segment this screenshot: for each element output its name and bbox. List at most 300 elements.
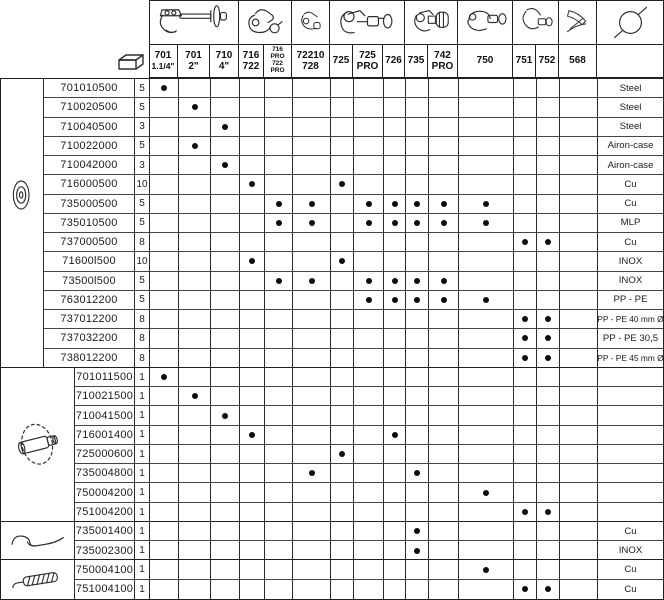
article-number-cell <box>75 464 135 482</box>
pack-qty-cell <box>135 291 150 309</box>
compat-cell <box>384 137 406 155</box>
compat-cell <box>331 310 354 328</box>
compat-cell <box>537 349 560 368</box>
compat-cell <box>459 272 514 290</box>
four-wheel-pipe-cutter-image <box>149 1 239 45</box>
compat-cell <box>179 426 211 444</box>
compat-cell <box>211 310 240 328</box>
compat-cell <box>179 310 211 328</box>
compat-cell <box>150 195 179 213</box>
tool-column-label: 716 <box>242 49 260 61</box>
article-number-cell <box>44 156 135 174</box>
compat-cell <box>293 503 331 522</box>
compat-cell <box>384 560 406 578</box>
compat-cell <box>354 252 384 270</box>
table-row <box>75 483 663 502</box>
compat-cell <box>537 464 560 482</box>
compact-pipe-cutter-icon <box>297 4 325 41</box>
article-number: 750004200 <box>75 486 134 499</box>
compat-cell <box>240 195 265 213</box>
compat-cell <box>293 156 331 174</box>
compat-dot <box>222 124 228 130</box>
pack-qty-cell <box>135 368 150 386</box>
table-row <box>75 426 663 445</box>
compat-cell <box>560 349 598 368</box>
compat-dot <box>545 316 551 322</box>
compat-dot <box>339 258 345 264</box>
tube-cutter-knob-icon <box>335 4 400 41</box>
compat-cell <box>459 406 514 424</box>
compat-cell <box>211 291 240 309</box>
tool-column-header <box>292 45 330 77</box>
article-number-cell <box>44 291 135 309</box>
material-label: Steel <box>619 101 642 113</box>
cutting-wheel-box-icon <box>115 51 148 76</box>
compat-cell <box>429 195 459 213</box>
tool-column-header <box>330 45 353 77</box>
compat-cell <box>560 387 598 405</box>
compact-pipe-cutter-image <box>292 1 330 45</box>
compat-cell <box>150 406 179 424</box>
table-row <box>75 387 663 406</box>
article-number: 738012200 <box>60 352 118 365</box>
pack-qty-cell <box>135 79 150 97</box>
pack-qty: 3 <box>139 159 145 171</box>
compat-cell <box>406 272 429 290</box>
compat-dot <box>249 258 255 264</box>
compat-cell <box>150 503 179 522</box>
compat-dot <box>366 278 372 284</box>
compat-dot <box>441 278 447 284</box>
tool-column-header <box>210 45 239 77</box>
material-cell <box>598 310 663 328</box>
tool-column-label: 72210 <box>296 49 325 61</box>
article-number: 710021500 <box>75 390 134 403</box>
compat-cell <box>384 118 406 136</box>
compat-cell <box>331 214 354 232</box>
tool-column-label: 722 <box>242 61 260 72</box>
material-label: Airon-case <box>607 140 654 152</box>
compat-cell <box>459 522 514 540</box>
compat-dot <box>366 220 372 226</box>
compat-cell <box>150 137 179 155</box>
compat-cell <box>406 483 429 501</box>
material-label: Cu <box>624 583 637 595</box>
compat-cell <box>211 214 240 232</box>
material-cell <box>598 175 663 193</box>
compat-cell <box>211 349 240 368</box>
compat-cell <box>179 445 211 463</box>
compat-cell <box>354 580 384 599</box>
article-number-cell <box>75 387 135 405</box>
article-number-cell <box>44 252 135 270</box>
compat-cell <box>265 329 293 347</box>
table-row <box>44 272 663 291</box>
mini-pipe-cutter-image <box>239 1 292 45</box>
pack-qty-cell <box>135 118 150 136</box>
compat-cell <box>354 233 384 251</box>
compat-cell <box>265 175 293 193</box>
pack-qty-cell <box>135 156 150 174</box>
compat-cell <box>560 329 598 347</box>
compat-cell <box>293 137 331 155</box>
compat-cell <box>240 522 265 540</box>
article-number: 735010500 <box>60 216 118 229</box>
compat-cell <box>537 272 560 290</box>
pack-qty: 8 <box>139 236 145 248</box>
compat-cell <box>211 503 240 522</box>
compat-cell <box>211 156 240 174</box>
table-row <box>44 310 663 329</box>
compat-cell <box>331 483 354 501</box>
compat-cell <box>560 368 598 386</box>
article-number-cell <box>75 483 135 501</box>
compat-cell <box>331 541 354 560</box>
tool-column-label: 728 <box>302 61 319 72</box>
compat-cell <box>384 214 406 232</box>
compat-cell <box>265 291 293 309</box>
compat-dot <box>192 104 198 110</box>
compat-cell <box>406 387 429 405</box>
compat-cell <box>406 580 429 599</box>
compat-dot <box>414 470 420 476</box>
table-row <box>75 464 663 483</box>
compat-cell <box>179 195 211 213</box>
compat-cell <box>429 349 459 368</box>
compat-cell <box>293 483 331 501</box>
compat-cell <box>429 137 459 155</box>
compat-cell <box>265 522 293 540</box>
material-cell <box>598 483 663 501</box>
compat-cell <box>331 329 354 347</box>
compat-dot <box>441 220 447 226</box>
compat-cell <box>459 310 514 328</box>
article-number-cell <box>44 214 135 232</box>
pack-qty-cell <box>135 580 150 599</box>
pack-qty: 1 <box>139 371 145 383</box>
compat-cell <box>406 503 429 522</box>
guide-roller-icon <box>6 418 70 470</box>
compat-cell <box>240 175 265 193</box>
compat-cell <box>265 503 293 522</box>
compat-dot <box>522 355 528 361</box>
table-row <box>44 195 663 214</box>
compat-cell <box>354 368 384 386</box>
material-cell <box>598 445 663 463</box>
compat-cell <box>150 349 179 368</box>
compat-cell <box>537 98 560 116</box>
compat-dot <box>441 297 447 303</box>
compat-cell <box>179 79 211 97</box>
compat-cell <box>265 233 293 251</box>
compat-cell <box>293 368 331 386</box>
compat-cell <box>265 445 293 463</box>
compat-cell <box>150 156 179 174</box>
material-column-header <box>597 45 663 77</box>
compat-cell <box>293 310 331 328</box>
pack-qty-cell <box>135 426 150 444</box>
compat-cell <box>293 118 331 136</box>
compat-cell <box>537 426 560 444</box>
compat-cell <box>293 252 331 270</box>
group-icon-cell <box>1 79 44 367</box>
hook-tube-cutter-icon <box>518 4 554 41</box>
article-number: 701010500 <box>60 82 118 95</box>
compat-dot <box>222 413 228 419</box>
article-number: 710040500 <box>60 120 118 133</box>
table-row <box>75 541 663 560</box>
compat-cell <box>331 79 354 97</box>
compat-cell <box>293 98 331 116</box>
compat-cell <box>265 349 293 368</box>
compat-cell <box>179 98 211 116</box>
table-body <box>0 78 664 600</box>
compat-cell <box>514 560 537 578</box>
tube-section-symbol-icon <box>602 4 659 41</box>
compat-cell <box>459 541 514 560</box>
compat-dot <box>522 316 528 322</box>
compat-cell <box>429 272 459 290</box>
compat-cell <box>150 483 179 501</box>
material-label: PP - PE 45 mm Ø <box>597 353 664 364</box>
compat-cell <box>293 349 331 368</box>
tool-column-label: PRO <box>356 61 379 72</box>
compat-dot <box>392 220 398 226</box>
material-cell <box>598 98 663 116</box>
compat-cell <box>240 137 265 155</box>
compat-cell <box>560 445 598 463</box>
compat-cell <box>560 175 598 193</box>
compat-cell <box>211 426 240 444</box>
compat-cell <box>429 175 459 193</box>
compat-cell <box>150 329 179 347</box>
tool-column-label: 710 <box>215 49 233 61</box>
tool-column-label: 4" <box>218 61 230 72</box>
compat-cell <box>459 368 514 386</box>
compat-cell <box>514 349 537 368</box>
compat-cell <box>514 118 537 136</box>
pack-qty-cell <box>135 98 150 116</box>
compat-dot <box>483 297 489 303</box>
compat-cell <box>265 387 293 405</box>
pack-qty-cell <box>135 329 150 347</box>
compat-cell <box>537 252 560 270</box>
compat-cell <box>354 329 384 347</box>
compat-cell <box>331 137 354 155</box>
compat-cell <box>459 252 514 270</box>
tool-column-header <box>353 45 383 77</box>
article-number-cell <box>44 349 135 368</box>
article-number: 710042000 <box>60 159 118 172</box>
pack-qty-cell <box>135 233 150 251</box>
compat-cell <box>459 137 514 155</box>
cutting-wheel-box-icon <box>115 51 147 75</box>
compat-cell <box>384 156 406 174</box>
compat-cell <box>293 522 331 540</box>
compat-cell <box>293 387 331 405</box>
tool-column-header <box>458 45 513 77</box>
compat-cell <box>240 214 265 232</box>
article-number: 735001400 <box>75 525 134 538</box>
compat-cell <box>265 541 293 560</box>
compat-cell <box>459 580 514 599</box>
article-number: 725000600 <box>75 448 134 461</box>
tool-column-label: 701 <box>185 49 202 61</box>
tool-column-header <box>264 45 292 77</box>
compat-cell <box>537 445 560 463</box>
compat-cell <box>560 252 598 270</box>
compat-cell <box>384 233 406 251</box>
compat-cell <box>240 252 265 270</box>
compat-cell <box>459 118 514 136</box>
compat-cell <box>179 214 211 232</box>
compat-cell <box>429 252 459 270</box>
compat-cell <box>293 272 331 290</box>
material-label: MLP <box>620 217 641 229</box>
pack-qty: 8 <box>139 352 145 364</box>
compat-cell <box>537 118 560 136</box>
compat-cell <box>406 349 429 368</box>
compat-cell <box>429 406 459 424</box>
tool-column-label: 751 <box>515 55 533 67</box>
compat-cell <box>406 252 429 270</box>
compat-cell <box>384 464 406 482</box>
compat-cell <box>240 426 265 444</box>
compat-cell <box>240 541 265 560</box>
compat-cell <box>179 406 211 424</box>
compat-cell <box>240 464 265 482</box>
pack-qty-cell <box>135 522 150 540</box>
compat-cell <box>265 214 293 232</box>
article-number-cell <box>44 310 135 328</box>
compat-cell <box>429 387 459 405</box>
compat-cell <box>331 426 354 444</box>
material-cell <box>598 233 663 251</box>
compat-cell <box>150 541 179 560</box>
compat-cell <box>293 445 331 463</box>
compat-cell <box>211 522 240 540</box>
compat-cell <box>537 195 560 213</box>
table-row <box>75 445 663 464</box>
compat-cell <box>240 406 265 424</box>
material-label: Cu <box>624 525 637 537</box>
compat-cell <box>514 195 537 213</box>
compat-cell <box>459 483 514 501</box>
compat-cell <box>429 464 459 482</box>
compat-cell <box>459 156 514 174</box>
tool-column-label: 568 <box>569 55 586 67</box>
material-label: Cu <box>624 198 637 210</box>
compat-cell <box>406 214 429 232</box>
compat-cell <box>354 522 384 540</box>
compat-cell <box>150 272 179 290</box>
compat-cell <box>354 541 384 560</box>
compat-cell <box>406 368 429 386</box>
pack-qty-cell <box>135 483 150 501</box>
material-label: INOX <box>618 275 643 287</box>
compat-cell <box>150 214 179 232</box>
pack-qty: 1 <box>139 390 145 402</box>
compat-dot <box>522 239 528 245</box>
compat-cell <box>293 464 331 482</box>
tube-section-symbol-image <box>597 1 664 45</box>
table-row <box>44 349 663 368</box>
compat-cell <box>354 445 384 463</box>
compat-cell <box>150 98 179 116</box>
compat-cell <box>429 291 459 309</box>
pack-qty: 1 <box>139 429 145 441</box>
compat-cell <box>560 156 598 174</box>
compat-cell <box>265 310 293 328</box>
material-label: PP - PE 40 mm Ø <box>597 314 664 325</box>
material-cell <box>598 79 663 97</box>
compat-cell <box>514 156 537 174</box>
compat-cell <box>560 580 598 599</box>
tool-column-header <box>513 45 536 77</box>
compat-dot <box>545 335 551 341</box>
compat-cell <box>331 272 354 290</box>
compat-cell <box>150 464 179 482</box>
pack-qty: 1 <box>139 545 145 557</box>
material-label: Cu <box>624 178 637 190</box>
compat-cell <box>560 541 598 560</box>
compat-cell <box>293 580 331 599</box>
table-row <box>44 79 663 98</box>
compat-cell <box>429 580 459 599</box>
pack-qty: 5 <box>139 82 145 94</box>
pack-qty-cell <box>135 349 150 368</box>
compat-cell <box>429 368 459 386</box>
table-row <box>75 368 663 387</box>
compat-cell <box>537 483 560 501</box>
tool-column-label: 752 <box>538 55 556 67</box>
tool-column-header <box>149 45 178 77</box>
compat-cell <box>211 464 240 482</box>
compat-cell <box>240 79 265 97</box>
pack-qty-cell <box>135 252 150 270</box>
compat-cell <box>354 118 384 136</box>
tool-column-label: 742 <box>434 49 451 61</box>
compat-cell <box>265 580 293 599</box>
compat-cell <box>240 503 265 522</box>
compat-cell <box>459 560 514 578</box>
table-row <box>44 175 663 194</box>
compat-cell <box>331 195 354 213</box>
compat-cell <box>429 118 459 136</box>
large-tube-cutter-image <box>458 1 513 45</box>
compat-cell <box>211 137 240 155</box>
compat-cell <box>150 252 179 270</box>
article-number: 716001400 <box>75 428 134 441</box>
compat-cell <box>150 233 179 251</box>
compat-cell <box>179 291 211 309</box>
table-row <box>75 580 663 599</box>
compat-cell <box>354 387 384 405</box>
group-icon-cell <box>1 522 75 560</box>
compat-cell <box>459 214 514 232</box>
compat-cell <box>514 580 537 599</box>
compat-dot <box>339 181 345 187</box>
article-number-cell <box>44 79 135 97</box>
compat-cell <box>384 483 406 501</box>
compat-cell <box>179 368 211 386</box>
compat-dot <box>392 201 398 207</box>
compat-cell <box>179 137 211 155</box>
compat-cell <box>265 406 293 424</box>
compat-cell <box>406 560 429 578</box>
telescopic-tube-cutter-image <box>405 1 458 45</box>
compat-dot <box>545 355 551 361</box>
